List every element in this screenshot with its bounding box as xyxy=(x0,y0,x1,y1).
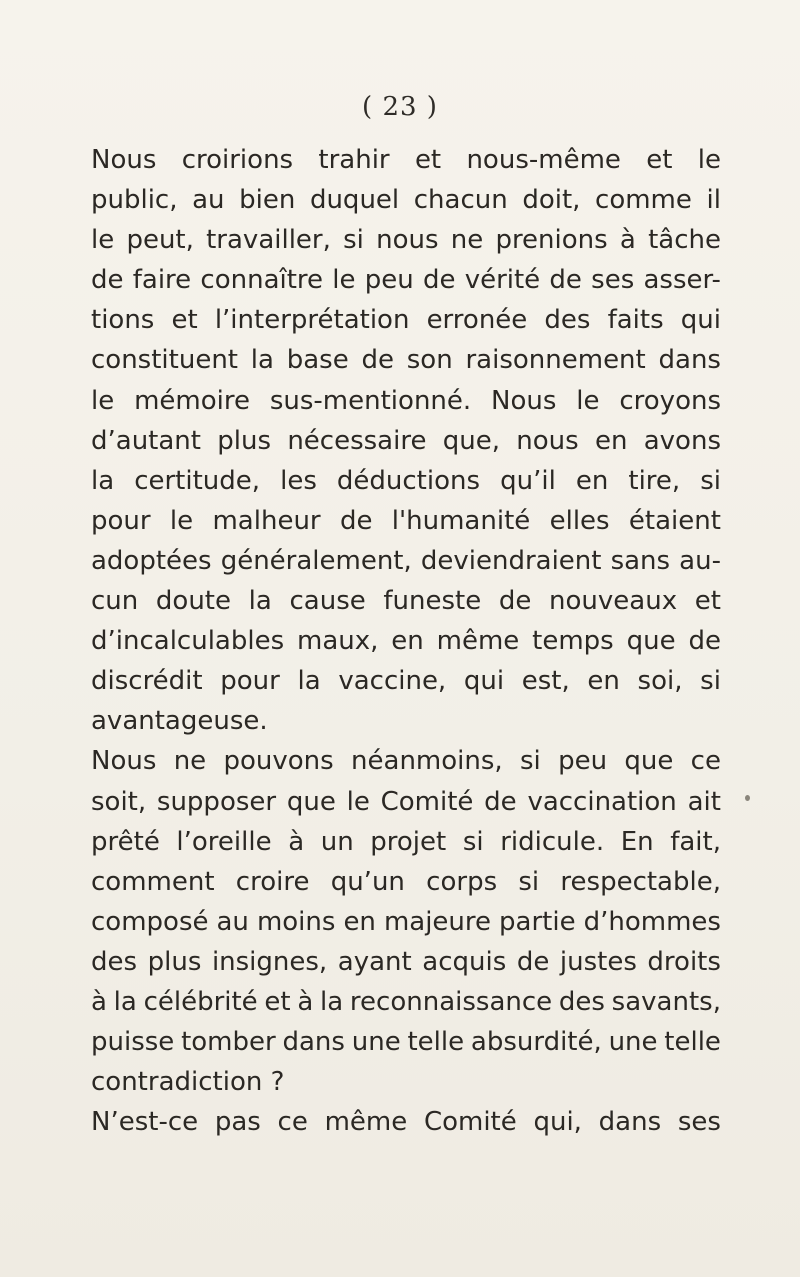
word: cause xyxy=(289,586,366,617)
text-line xyxy=(91,501,721,541)
word: si xyxy=(462,826,484,857)
word: que, xyxy=(442,425,500,456)
word: puisse xyxy=(91,1027,175,1058)
text-line xyxy=(91,782,721,822)
word: trahir xyxy=(318,145,390,175)
word: célébrité xyxy=(143,986,258,1017)
word: comment xyxy=(91,866,215,897)
text-line: avantageuse. xyxy=(91,706,268,737)
word: si xyxy=(700,666,721,697)
word: temps xyxy=(532,626,614,657)
word: certitude, xyxy=(134,465,261,496)
word: le xyxy=(91,385,115,416)
word: si xyxy=(518,866,540,897)
text-line xyxy=(91,661,721,701)
word: qu’il xyxy=(500,465,556,496)
page-number: ( 23 ) xyxy=(362,92,438,122)
word: qui xyxy=(463,666,505,697)
word: plus xyxy=(147,946,202,977)
word: public, xyxy=(91,185,178,216)
word: partie xyxy=(499,906,576,937)
word: de xyxy=(688,626,721,657)
word: majeure xyxy=(383,906,492,937)
word: N’est-ce xyxy=(91,1107,199,1138)
word: Nous xyxy=(91,145,157,175)
word: peu xyxy=(558,746,608,777)
word: de xyxy=(498,586,532,617)
word: le xyxy=(332,265,356,296)
word: droits xyxy=(647,946,721,977)
word: dans xyxy=(598,1107,662,1138)
word: et xyxy=(264,986,291,1017)
word: nous xyxy=(376,225,439,256)
word: croire xyxy=(235,866,310,897)
text-line xyxy=(91,541,721,581)
word: l'humanité xyxy=(391,505,531,536)
word: de xyxy=(339,505,373,536)
word: supposer xyxy=(156,786,277,817)
word: de xyxy=(361,345,394,376)
word: son xyxy=(406,345,453,376)
word: cun xyxy=(91,586,139,617)
word: un xyxy=(320,826,354,857)
word: vaccine, xyxy=(338,666,447,697)
word: elles xyxy=(549,505,610,536)
word: avons xyxy=(643,425,721,456)
word: doute xyxy=(155,586,232,617)
word: prêté xyxy=(91,826,160,857)
word: soi, xyxy=(637,666,683,697)
word: telle xyxy=(664,1027,721,1058)
word: et xyxy=(414,145,442,175)
word: ridicule. xyxy=(500,826,605,857)
ink-speck xyxy=(745,795,750,801)
word: reconnaissance xyxy=(349,986,553,1017)
word: étaient xyxy=(628,505,721,536)
word: de xyxy=(549,265,582,296)
word: ne xyxy=(450,225,484,256)
text-line xyxy=(91,862,721,902)
word: l’interprétation xyxy=(214,305,410,336)
word: de xyxy=(484,786,517,817)
word: Nous xyxy=(91,746,157,777)
word: tâche xyxy=(648,225,721,256)
word: la xyxy=(91,465,115,496)
word: la xyxy=(248,586,272,617)
word: adoptées xyxy=(91,545,212,576)
word: ce xyxy=(690,746,721,777)
word: même xyxy=(436,626,520,657)
word: peut, xyxy=(126,225,194,256)
word: doit, xyxy=(522,185,581,216)
text-line xyxy=(91,1102,721,1142)
word: croirions xyxy=(181,145,294,175)
text-line xyxy=(91,220,721,260)
word: en xyxy=(594,425,628,456)
word: que xyxy=(286,786,336,817)
word: tire, xyxy=(628,465,681,496)
word: telle xyxy=(407,1027,465,1058)
word: base xyxy=(286,345,349,376)
word: ce xyxy=(277,1107,308,1138)
word: vérité xyxy=(464,265,541,296)
word: le xyxy=(169,505,194,536)
word: une xyxy=(608,1027,658,1058)
word: faire xyxy=(132,265,192,296)
word: au xyxy=(192,185,225,216)
word: la xyxy=(320,986,344,1017)
word: mémoire xyxy=(134,385,250,416)
word: ayant xyxy=(337,946,412,977)
text-line xyxy=(91,741,721,781)
word: vaccination xyxy=(527,786,677,817)
word: nous-même xyxy=(466,145,621,175)
word: deviendraient xyxy=(420,545,602,576)
word: corps xyxy=(426,866,498,897)
word: fait, xyxy=(670,826,721,857)
word: que xyxy=(624,746,674,777)
word: comme xyxy=(595,185,692,216)
word: dans xyxy=(658,345,721,376)
word: des xyxy=(544,305,591,336)
word: qu’un xyxy=(330,866,405,897)
word: à xyxy=(619,225,636,256)
word: pour xyxy=(220,666,280,697)
word: de xyxy=(91,265,124,296)
word: Comité xyxy=(380,786,474,817)
word: le xyxy=(346,786,370,817)
text-line xyxy=(91,340,721,380)
word: respectable, xyxy=(560,866,721,897)
word: nouveaux xyxy=(549,586,678,617)
word: justes xyxy=(559,946,637,977)
word: erronée xyxy=(426,305,528,336)
word: néanmoins, xyxy=(351,746,503,777)
word: plus xyxy=(217,425,272,456)
word: des xyxy=(558,986,605,1017)
text-line xyxy=(91,942,721,982)
word: l’oreille xyxy=(176,826,272,857)
word: Nous xyxy=(491,385,557,416)
word: soit, xyxy=(91,786,147,817)
word: généralement, xyxy=(220,545,412,576)
word: funeste xyxy=(383,586,482,617)
word: nous xyxy=(516,425,579,456)
word: et xyxy=(694,586,721,617)
word: à xyxy=(297,986,314,1017)
word: pour xyxy=(91,505,151,536)
word: discrédit xyxy=(91,666,203,697)
word: en xyxy=(575,465,609,496)
word: composé xyxy=(91,906,209,937)
word: au- xyxy=(679,545,721,576)
word: nécessaire xyxy=(287,425,427,456)
word: dans xyxy=(282,1027,345,1058)
word: le xyxy=(697,145,721,175)
word: bien xyxy=(239,185,296,216)
word: maux, xyxy=(297,626,379,657)
word: déductions xyxy=(336,465,481,496)
word: chacun xyxy=(413,185,508,216)
word: duquel xyxy=(309,185,400,216)
word: raisonnement xyxy=(465,345,646,376)
word: d’autant xyxy=(91,425,201,456)
word: absurdité, xyxy=(470,1027,602,1058)
word: en xyxy=(587,666,620,697)
word: ses xyxy=(677,1107,721,1138)
word: constituent xyxy=(91,345,238,376)
text-line xyxy=(91,581,721,621)
word: savants, xyxy=(611,986,721,1017)
word: et xyxy=(171,305,198,336)
word: croyons xyxy=(619,385,721,416)
word: asser- xyxy=(643,265,721,296)
word: le xyxy=(576,385,600,416)
text-line xyxy=(91,621,721,661)
word: travailler, xyxy=(206,225,331,256)
word: ait xyxy=(687,786,721,817)
word: sus-mentionné. xyxy=(269,385,472,416)
text-line xyxy=(91,421,721,461)
word: faits xyxy=(607,305,664,336)
body-text xyxy=(91,140,721,1142)
text-line xyxy=(91,822,721,862)
word: si xyxy=(343,225,364,256)
word: la xyxy=(297,666,321,697)
word: la xyxy=(250,345,274,376)
text-line xyxy=(91,982,721,1022)
word: à xyxy=(288,826,305,857)
word: connaître xyxy=(200,265,324,296)
text-line xyxy=(91,300,721,340)
text-line xyxy=(91,902,721,942)
text-line xyxy=(91,381,721,421)
word: projet xyxy=(370,826,447,857)
word: des xyxy=(91,946,138,977)
word: il xyxy=(706,185,721,216)
word: le xyxy=(91,225,115,256)
word: acquis xyxy=(422,946,507,977)
word: pouvons xyxy=(223,746,334,777)
word: qui xyxy=(680,305,721,336)
word: insignes, xyxy=(211,946,328,977)
word: si xyxy=(519,746,541,777)
word: en xyxy=(343,906,376,937)
text-line xyxy=(91,180,721,220)
text-line xyxy=(91,461,721,501)
word: en xyxy=(391,626,424,657)
word: de xyxy=(516,946,550,977)
word: est, xyxy=(521,666,570,697)
word: et xyxy=(646,145,673,175)
word: de xyxy=(422,265,456,296)
word: tomber xyxy=(181,1027,276,1058)
word: les xyxy=(280,465,317,496)
word: à xyxy=(91,986,107,1017)
word: si xyxy=(700,465,721,496)
word: tions xyxy=(91,305,155,336)
text-line: contradiction ? xyxy=(91,1067,285,1098)
word: moins xyxy=(256,906,336,937)
word: d’incalculables xyxy=(91,626,285,657)
word: sans xyxy=(610,545,671,576)
word: au xyxy=(216,906,249,937)
word: En xyxy=(620,826,654,857)
word: prenions xyxy=(495,225,608,256)
word: que xyxy=(626,626,676,657)
word: la xyxy=(113,986,137,1017)
word: ses xyxy=(591,265,635,296)
word: ne xyxy=(173,746,207,777)
text-line xyxy=(91,260,721,300)
word: même xyxy=(324,1107,408,1138)
word: peu xyxy=(364,265,414,296)
word: pas xyxy=(214,1107,261,1138)
word: qui, xyxy=(533,1107,582,1138)
text-line xyxy=(91,140,721,180)
word: une xyxy=(351,1027,401,1058)
word: Comité xyxy=(423,1107,517,1138)
text-line xyxy=(91,1022,721,1062)
word: d’hommes xyxy=(583,906,721,937)
word: malheur xyxy=(212,505,321,536)
